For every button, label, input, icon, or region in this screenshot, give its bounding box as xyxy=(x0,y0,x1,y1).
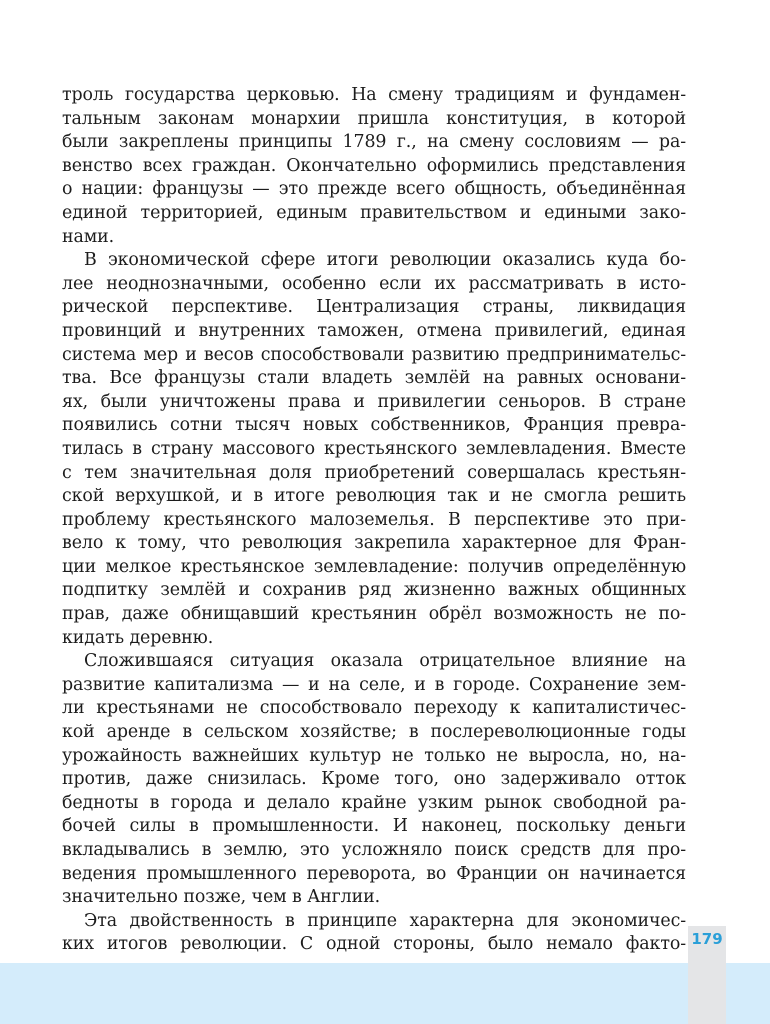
text-line: бедноты в города и делало крайне узким рынок свободной ра- xyxy=(62,792,686,813)
text-line: урожайность важнейших культур не только не выросла, но, на- xyxy=(62,745,686,766)
text-line: венство всех граждан. Окончательно оформились представления xyxy=(62,155,686,176)
text-line: Сложившаяся ситуация оказала отрицательное влияние на xyxy=(84,651,686,672)
text-line: провинций и внутренних таможен, отмена привилегий, единая xyxy=(62,320,686,341)
text-line: были закреплены принципы 1789 г., на смену сословиям — ра- xyxy=(62,132,686,153)
text-line: против, даже снизилась. Кроме того, оно задерживало отток xyxy=(62,769,686,790)
text-line: единой территорией, единым правительством и едиными зако- xyxy=(62,202,686,223)
text-line: появились сотни тысяч новых собственников, Франция превра- xyxy=(62,415,686,436)
text-line: лее неоднозначными, особенно если их рассматривать в исто- xyxy=(62,273,686,294)
text-line: троль государства церковью. На смену традициям и фундамен- xyxy=(62,85,686,105)
text-line: нами. xyxy=(62,226,115,247)
text-line: кидать деревню. xyxy=(62,627,214,648)
text-line: ской верхушкой, и в итоге революция так и не смогла решить xyxy=(62,486,686,507)
footer-band xyxy=(0,963,770,1024)
page-number: 179 xyxy=(691,930,723,948)
text-line: В экономической сфере итоги революции оказались куда бо- xyxy=(84,250,686,271)
text-line: бочей силы в промышленности. И наконец, поскольку деньги xyxy=(62,816,686,837)
text-line: подпитку землёй и сохранив ряд жизненно важных общинных xyxy=(62,580,686,601)
text-line: кой аренде в сельском хозяйстве; в послереволюционные годы xyxy=(62,722,686,743)
text-line: система мер и весов способствовали развитию предпринимательс- xyxy=(62,344,686,365)
text-line: вело к тому, что революция закрепила характерное для Фран- xyxy=(62,533,686,554)
text-line: ции мелкое крестьянское землевладение: получив определённую xyxy=(62,556,686,577)
text-line: тилась в страну массового крестьянского землевладения. Вместе xyxy=(62,438,686,459)
text-line: Эта двойственность в принципе характерна для экономичес- xyxy=(84,910,686,931)
text-line: значительно позже, чем в Англии. xyxy=(62,887,381,908)
text-line: о нации: французы — это прежде всего общность, объединённая xyxy=(62,179,686,200)
body-text xyxy=(62,84,686,957)
text-line: тва. Все французы стали владеть землёй на равных основани- xyxy=(62,368,686,389)
text-line: ких итогов революции. С одной стороны, было немало факто- xyxy=(62,934,686,955)
text-line: ях, были уничтожены права и привилегии сеньоров. В стране xyxy=(62,391,686,412)
text-line: проблему крестьянского малоземелья. В перспективе это при- xyxy=(62,509,686,530)
text-line: ведения промышленного переворота, во Франции он начинается xyxy=(62,863,686,884)
text-line: вкладывались в землю, это усложняло поиск средств для про- xyxy=(62,840,686,860)
text-line: прав, даже обнищавший крестьянин обрёл возможность не по- xyxy=(62,604,686,625)
text-line: тальным законам монархии пришла конституция, в которой xyxy=(62,108,686,129)
text-line: рической перспективе. Централизация страны, ликвидация xyxy=(62,297,686,318)
text-line: с тем значительная доля приобретений совершалась крестьян- xyxy=(62,462,686,483)
text-line: ли крестьянами не способствовало переходу к капиталистичес- xyxy=(62,698,686,719)
text-line: развитие капитализма — и на селе, и в городе. Сохранение зем- xyxy=(62,674,686,695)
